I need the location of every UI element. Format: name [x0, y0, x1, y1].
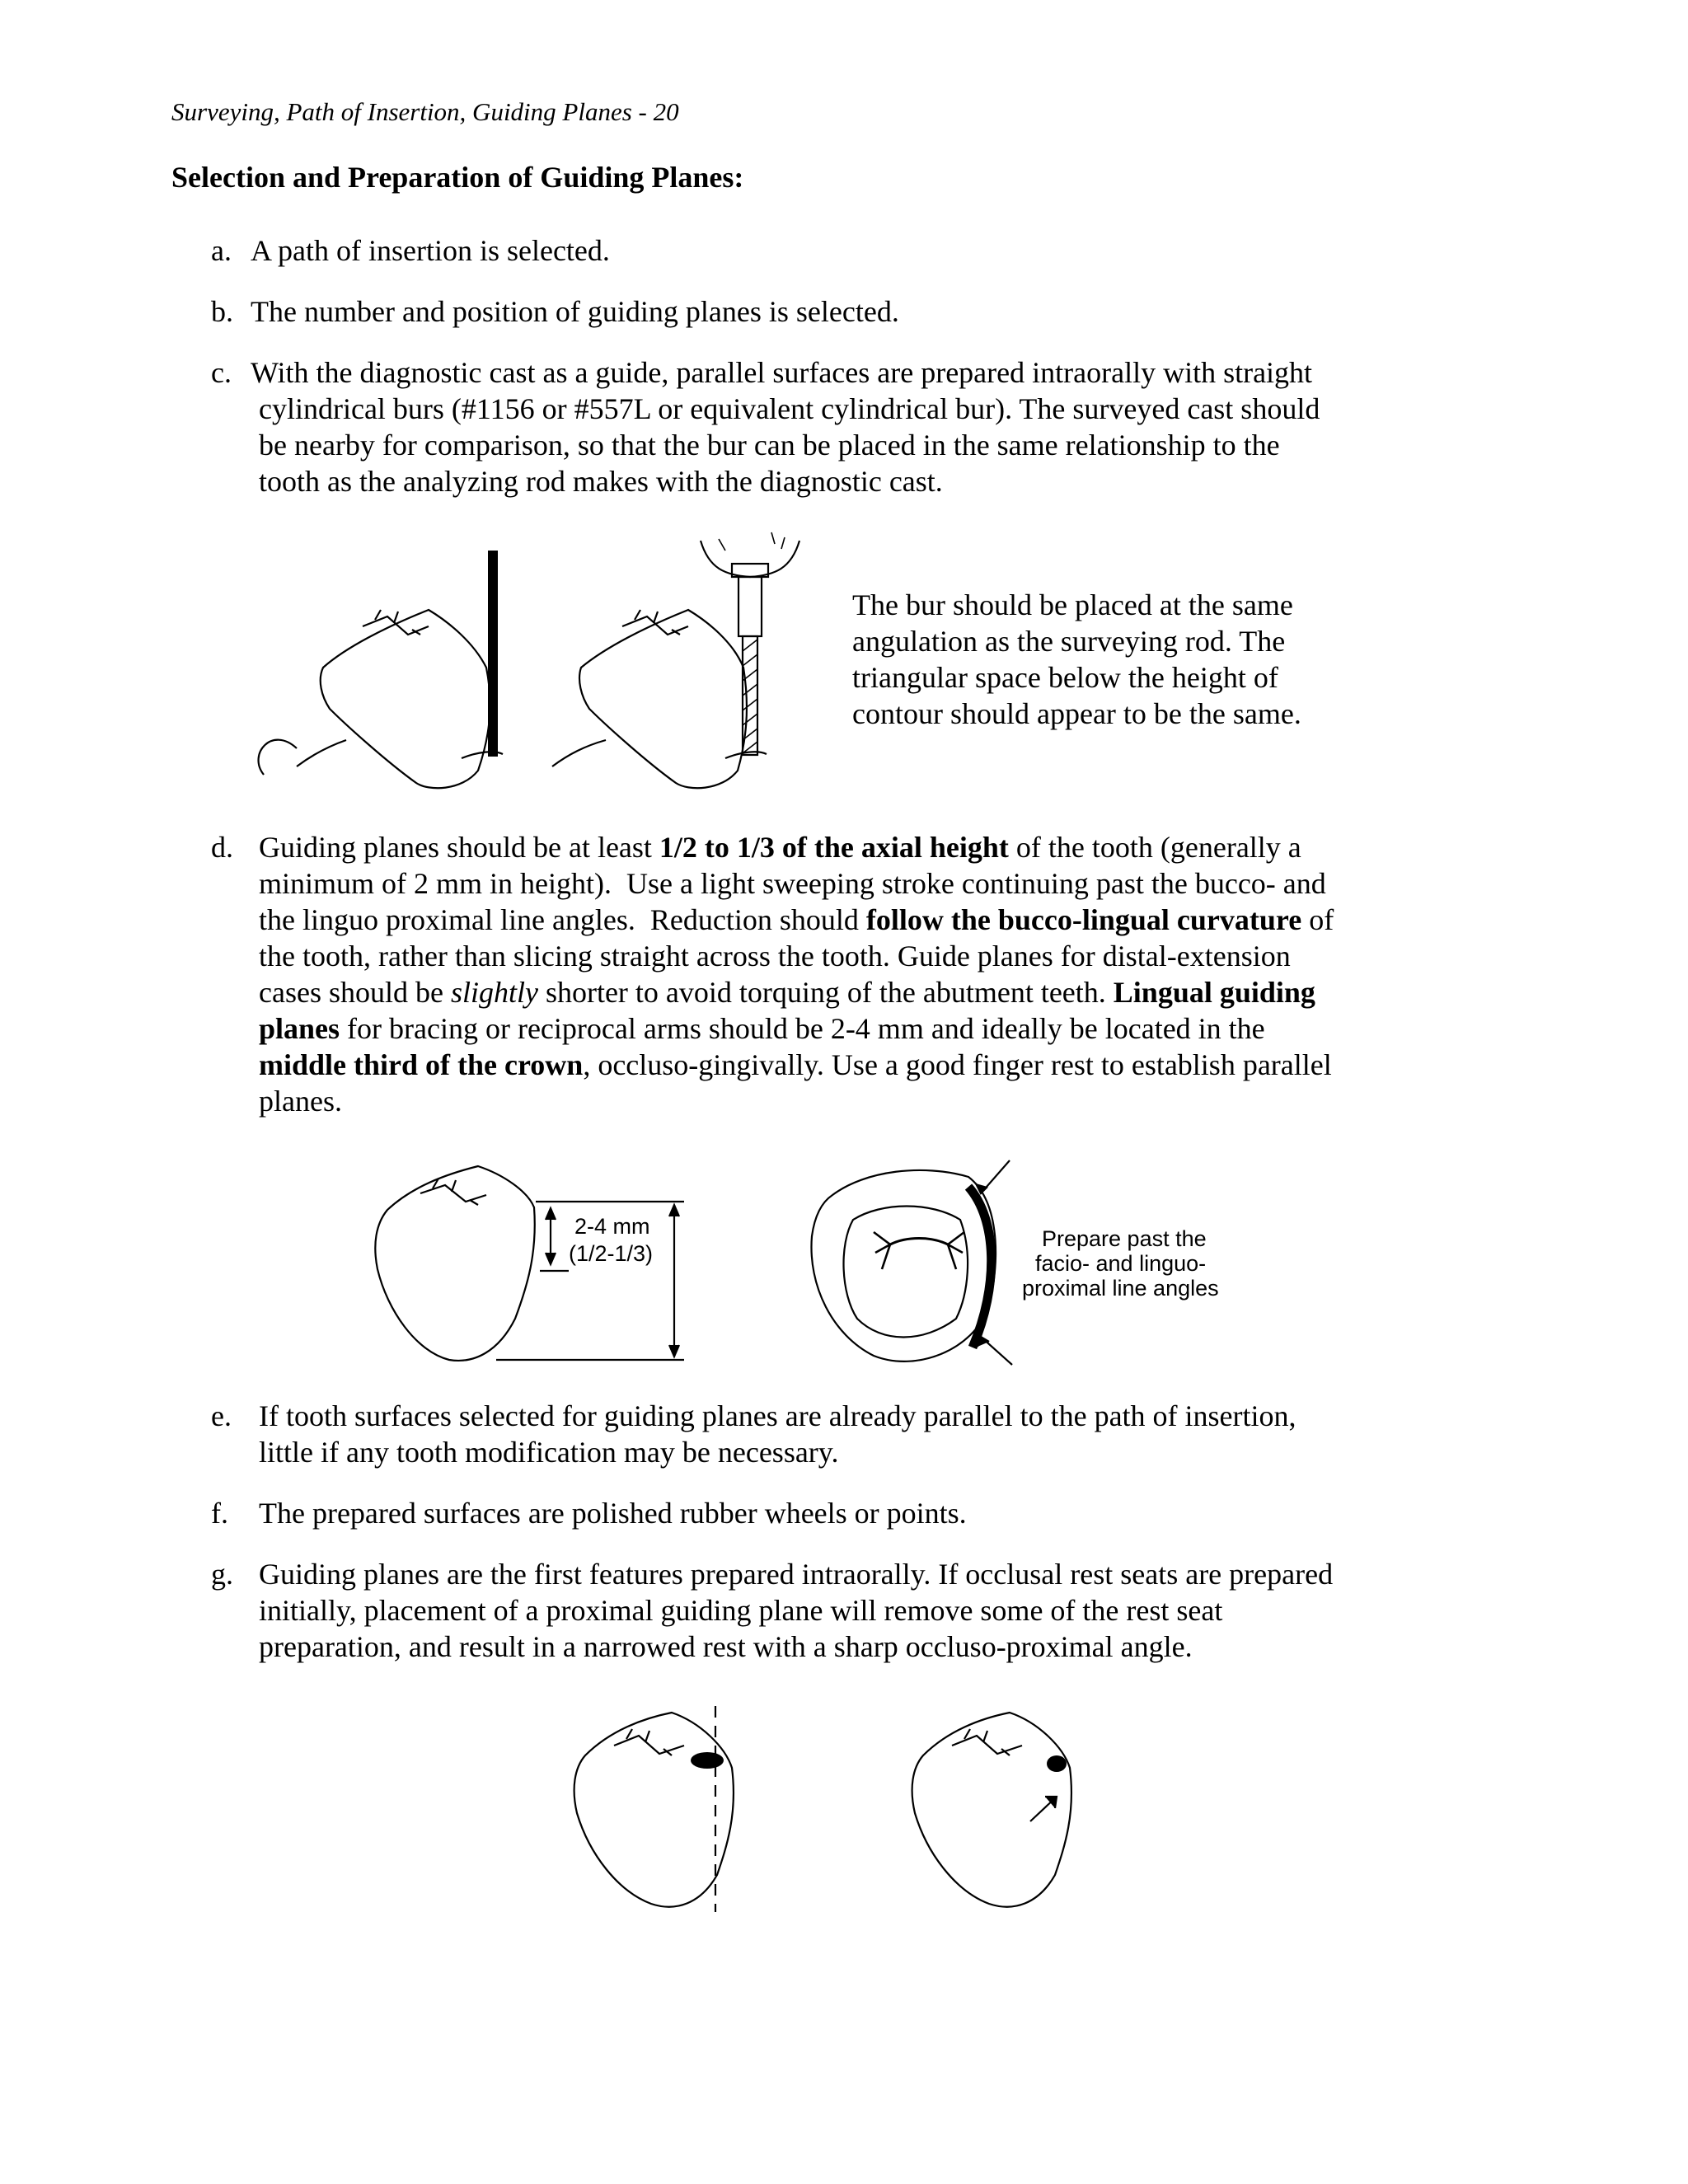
item-marker: d. — [211, 831, 233, 864]
tooth-outline — [375, 1166, 534, 1361]
surveying-rod — [488, 551, 498, 757]
figure2-note-line: facio- and linguo- — [1035, 1251, 1207, 1276]
item-text: With the diagnostic cast as a guide, parallel surfaces are prepared intraorally with straight cylindrical burs (#1156 or #557L or equivalent cylindrical bur). The surveyed cast should be nearby for comparison, so that the bur can be placed in the same relationship to the tooth as the analyzing rod makes with the diagnostic cast. — [251, 356, 1320, 498]
item-text: The prepared surfaces are polished rubber wheels or points. — [259, 1497, 967, 1530]
item-marker: e. — [211, 1399, 232, 1432]
figure2-note-line: proximal line angles — [1022, 1276, 1219, 1301]
item-text: Guiding planes should be at least 1/2 to 1/3 of the axial height of the tooth (generally a minimum of 2 mm in height). Use a light sweeping stroke continuing past the bucco- and the linguo proximal line angles. Reduction should follow the bucco-lingual curvature of the tooth, rather than slicing straight across the tooth. Guide planes for distal-extension cases should be slightly shorter to avoid torquing of the abutment teeth. Lingual guiding planes for bracing or reciprocal arms should be 2-4 mm and ideally be located in the middle third of the crown, occluso-gingivally. Use a good finger rest to establish parallel planes. — [259, 831, 1334, 1118]
item-marker: a. — [211, 234, 232, 267]
rest-seat — [691, 1752, 724, 1769]
tooth-right-arrow — [912, 1713, 1071, 1907]
dimension-sublabel: (1/2-1/3) — [569, 1241, 654, 1266]
item-text: If tooth surfaces selected for guiding planes are already parallel to the path of insertion, little if any tooth modification may be necessary. — [259, 1399, 1296, 1469]
section-title: Selection and Preparation of Guiding Planes: — [171, 161, 744, 194]
item-text: The number and position of guiding planes is selected. — [251, 295, 899, 328]
figure1-caption: The bur should be placed at the same angulation as the surveying rod. The triangular space below the height of contour should appear to be the same. — [852, 588, 1301, 730]
running-head: Surveying, Path of Insertion, Guiding Planes - 20 — [171, 97, 679, 126]
item-marker: c. — [211, 356, 232, 389]
bur — [743, 636, 757, 755]
item-text: A path of insertion is selected. — [251, 234, 610, 267]
item-text: Guiding planes are the first features prepared intraorally. If occlusal rest seats are prepared initially, placement of a proximal guiding plane will remove some of the rest seat preparation, and result in a narrowed rest with a sharp occluso-proximal angle. — [259, 1558, 1334, 1663]
figure2-note-line: Prepare past the — [1042, 1226, 1207, 1251]
tooth-left-dashed-plane — [574, 1706, 734, 1912]
tooth-with-bur — [552, 532, 799, 788]
item-marker: g. — [211, 1558, 233, 1591]
tooth-with-surveying-rod — [259, 610, 503, 788]
item-marker: b. — [211, 295, 233, 328]
narrowed-rest — [1047, 1755, 1067, 1772]
item-marker: f. — [211, 1497, 228, 1530]
dimension-label: 2-4 mm — [574, 1214, 650, 1239]
occlusal-view — [811, 1160, 1012, 1365]
